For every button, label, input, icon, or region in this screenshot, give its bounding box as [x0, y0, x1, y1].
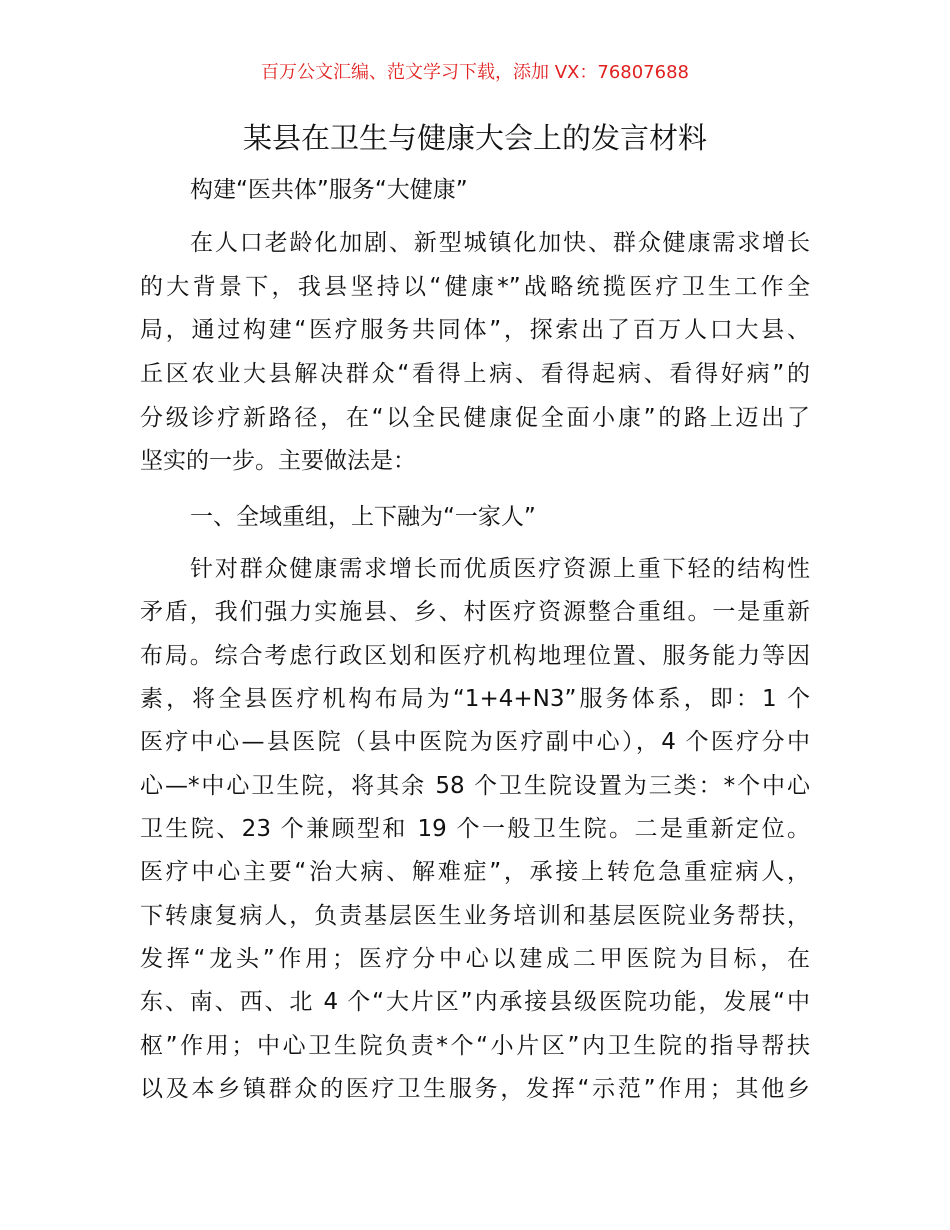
- paragraph-line: 医疗中心—县医院（县中医院为医疗副中心），4 个医疗分中: [140, 729, 810, 755]
- paragraph-line: 针对群众健康需求增长而优质医疗资源上重下轻的结构性: [190, 556, 810, 582]
- paragraph-line: 以及本乡镇群众的医疗卫生服务，发挥“示范”作用；其他乡: [140, 1076, 810, 1102]
- paragraph-line: 心—*中心卫生院，将其余 58 个卫生院设置为三类：*个中心: [140, 773, 810, 799]
- paragraph-line: 的大背景下，我县坚持以“健康*”战略统揽医疗卫生工作全: [140, 274, 810, 300]
- watermark-banner: 百万公文汇编、范文学习下载，添加 VX：76807688: [261, 62, 689, 83]
- document-title: 某县在卫生与健康大会上的发言材料: [242, 121, 707, 155]
- paragraph-line: 东、南、西、北 4 个“大片区”内承接县级医院功能，发展“中: [140, 989, 810, 1015]
- paragraph-line: 素，将全县医疗机构布局为“1+4+N3”服务体系，即：1 个: [140, 686, 810, 712]
- paragraph-line: 医疗中心主要“治大病、解难症”，承接上转危急重症病人，: [140, 859, 810, 885]
- paragraph-line: 在人口老龄化加剧、新型城镇化加快、群众健康需求增长: [190, 230, 810, 256]
- paragraph-line: 布局。综合考虑行政区划和医疗机构地理位置、服务能力等因: [140, 643, 810, 669]
- paragraph-line: 枢”作用；中心卫生院负责*个“小片区”内卫生院的指导帮扶: [140, 1033, 810, 1059]
- subtitle: 构建“医共体”服务“大健康”: [190, 177, 468, 203]
- paragraph-line: 下转康复病人，负责基层医生业务培训和基层医院业务帮扶，: [140, 903, 810, 929]
- paragraph-line: 丘区农业大县解决群众“看得上病、看得起病、看得好病”的: [140, 361, 810, 387]
- paragraph-line: 分级诊疗新路径，在“以全民健康促全面小康”的路上迈出了: [140, 405, 810, 431]
- paragraph-line: 坚实的一步。主要做法是：: [140, 448, 416, 474]
- paragraph-line: 局，通过构建“医疗服务共同体”，探索出了百万人口大县、: [140, 317, 810, 343]
- paragraph-line: 发挥“龙头”作用；医疗分中心以建成二甲医院为目标，在: [140, 946, 810, 972]
- paragraph-line: 矛盾，我们强力实施县、乡、村医疗资源整合重组。一是重新: [140, 599, 810, 625]
- section-heading: 一、全域重组，上下融为“一家人”: [190, 504, 536, 530]
- paragraph-line: 卫生院、23 个兼顾型和 19 个一般卫生院。二是重新定位。: [140, 816, 810, 842]
